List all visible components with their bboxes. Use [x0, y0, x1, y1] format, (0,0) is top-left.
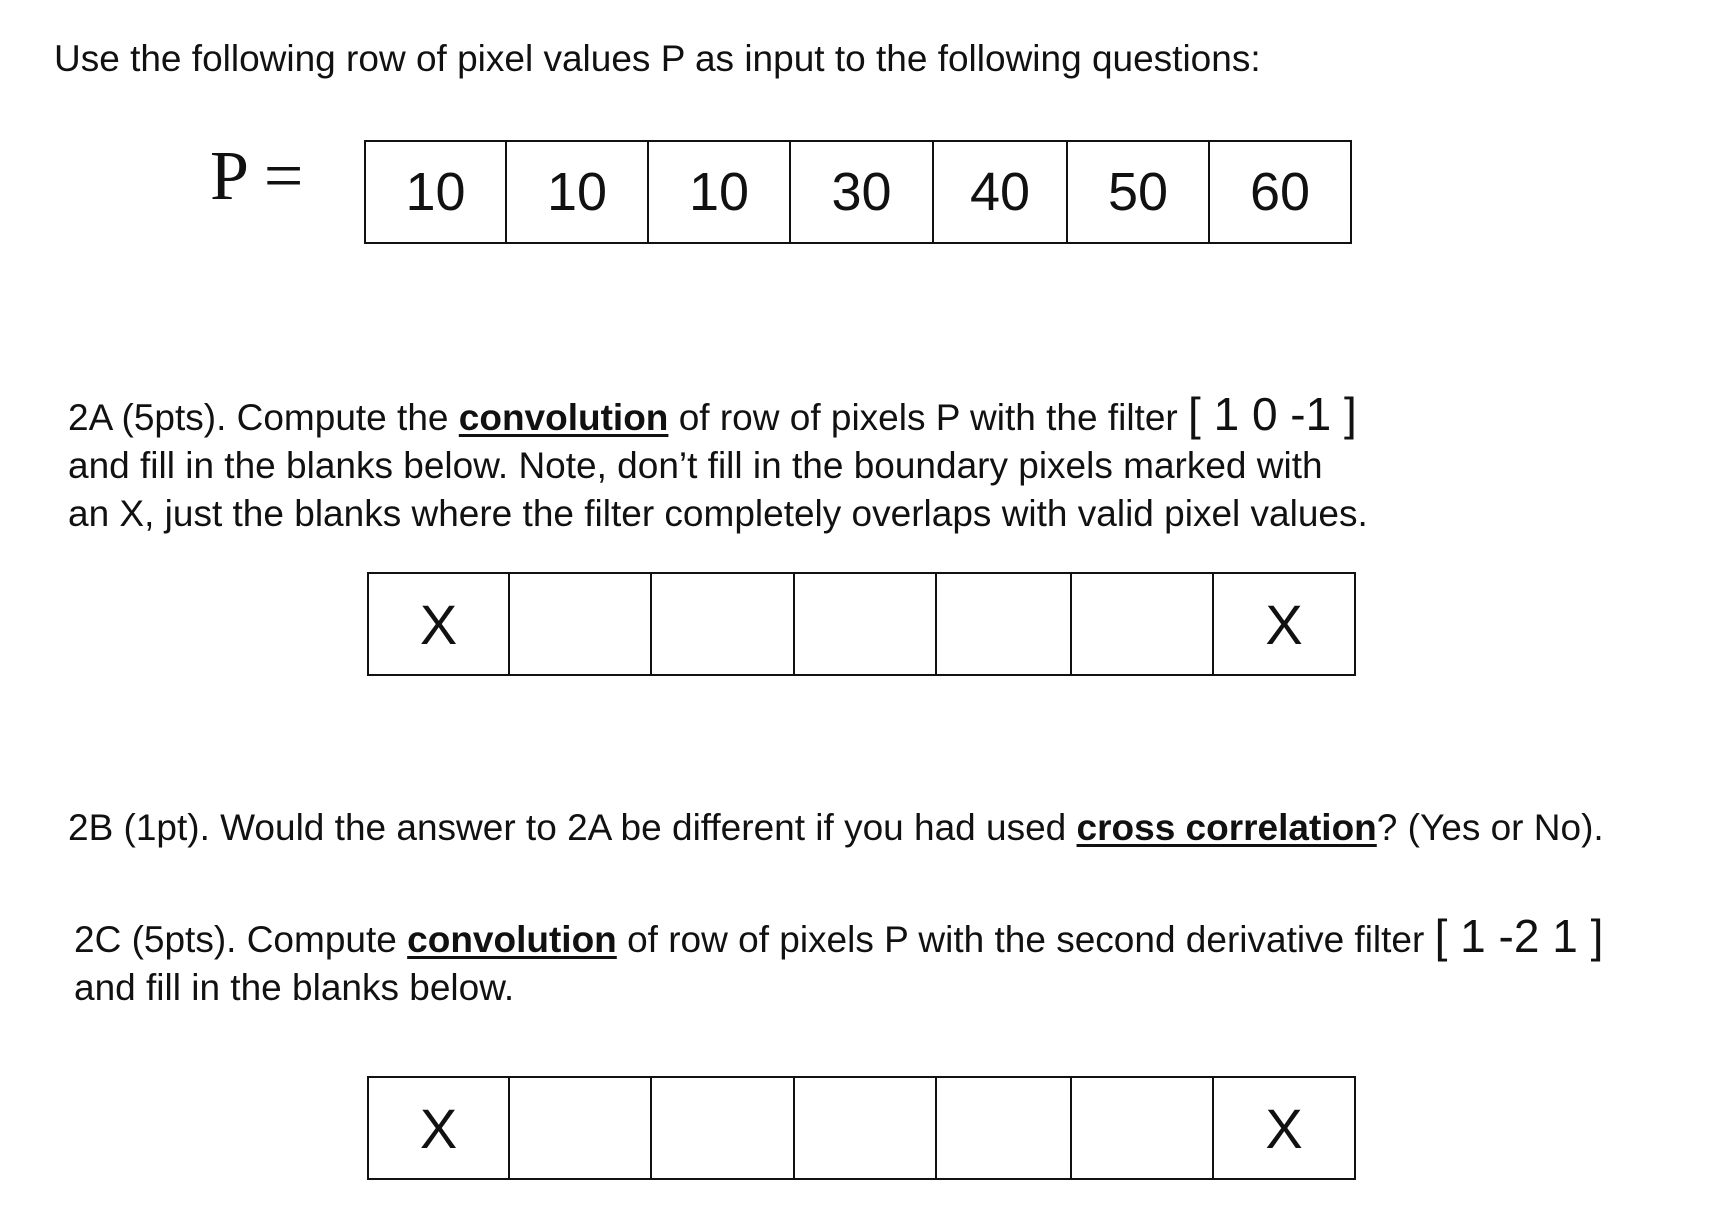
pixel-cell: 60: [1208, 142, 1350, 242]
answer-blank[interactable]: [793, 574, 935, 674]
question-2b-text: ? (Yes or No).: [1376, 807, 1604, 848]
question-2c-text: 2C (5pts). Compute: [74, 919, 408, 960]
pixel-cell: 10: [505, 142, 647, 242]
pixel-cell: 10: [405, 162, 466, 222]
boundary-cell: X: [1212, 1078, 1354, 1178]
question-2c-line-1: [74, 912, 1603, 964]
convolution-term: convolution: [458, 397, 669, 438]
boundary-cell: X: [419, 592, 458, 656]
answer-row-2a: [367, 572, 1356, 676]
convolution-term: convolution: [407, 919, 617, 960]
question-2c-text: of row of pixels P with the second derivative filter: [616, 919, 1435, 960]
question-2c: [74, 912, 1603, 1012]
pixel-cell: 30: [789, 142, 932, 242]
question-2a-line-1: [68, 390, 1368, 442]
answer-blank[interactable]: [650, 1078, 793, 1178]
answer-blank[interactable]: [1070, 574, 1212, 674]
filter-1-0-neg1: [ 1 0 -1 ]: [1188, 388, 1357, 440]
boundary-cell: X: [1212, 574, 1354, 674]
pixel-cell: 10: [647, 142, 789, 242]
answer-blank[interactable]: [508, 574, 650, 674]
answer-blank[interactable]: [793, 1078, 935, 1178]
boundary-cell: X: [419, 1096, 458, 1160]
question-2a: [68, 390, 1368, 538]
question-2a-line-2: and fill in the blanks below. Note, don’t fill in the boundary pixels marked with: [68, 445, 1323, 486]
p-label: P =: [210, 138, 304, 215]
intro-text: Use the following row of pixel values P as input to the following questions:: [54, 38, 1261, 79]
pixel-row-p: [364, 140, 1352, 244]
question-2b-text: 2B (1pt). Would the answer to 2A be different if you had used: [68, 807, 1077, 848]
question-2a-line-3: an X, just the blanks where the filter completely overlaps with valid pixel values.: [68, 493, 1368, 534]
answer-row-2c: [367, 1076, 1356, 1180]
question-2a-text: of row of pixels P with the filter: [668, 397, 1189, 438]
pixel-cell: 40: [932, 142, 1066, 242]
answer-blank[interactable]: [650, 574, 793, 674]
answer-blank[interactable]: [935, 1078, 1070, 1178]
pixel-cell: 50: [1066, 142, 1208, 242]
cross-correlation-term: cross correlation: [1076, 807, 1377, 848]
filter-1-neg2-1: [ 1 -2 1 ]: [1434, 910, 1604, 962]
answer-blank[interactable]: [935, 574, 1070, 674]
question-2c-line-2: and fill in the blanks below.: [74, 967, 515, 1008]
answer-blank[interactable]: [1070, 1078, 1212, 1178]
question-2a-text: 2A (5pts). Compute the: [68, 397, 459, 438]
answer-blank[interactable]: [508, 1078, 650, 1178]
question-2b-line-1: [68, 804, 1604, 852]
question-2b: [68, 804, 1604, 852]
